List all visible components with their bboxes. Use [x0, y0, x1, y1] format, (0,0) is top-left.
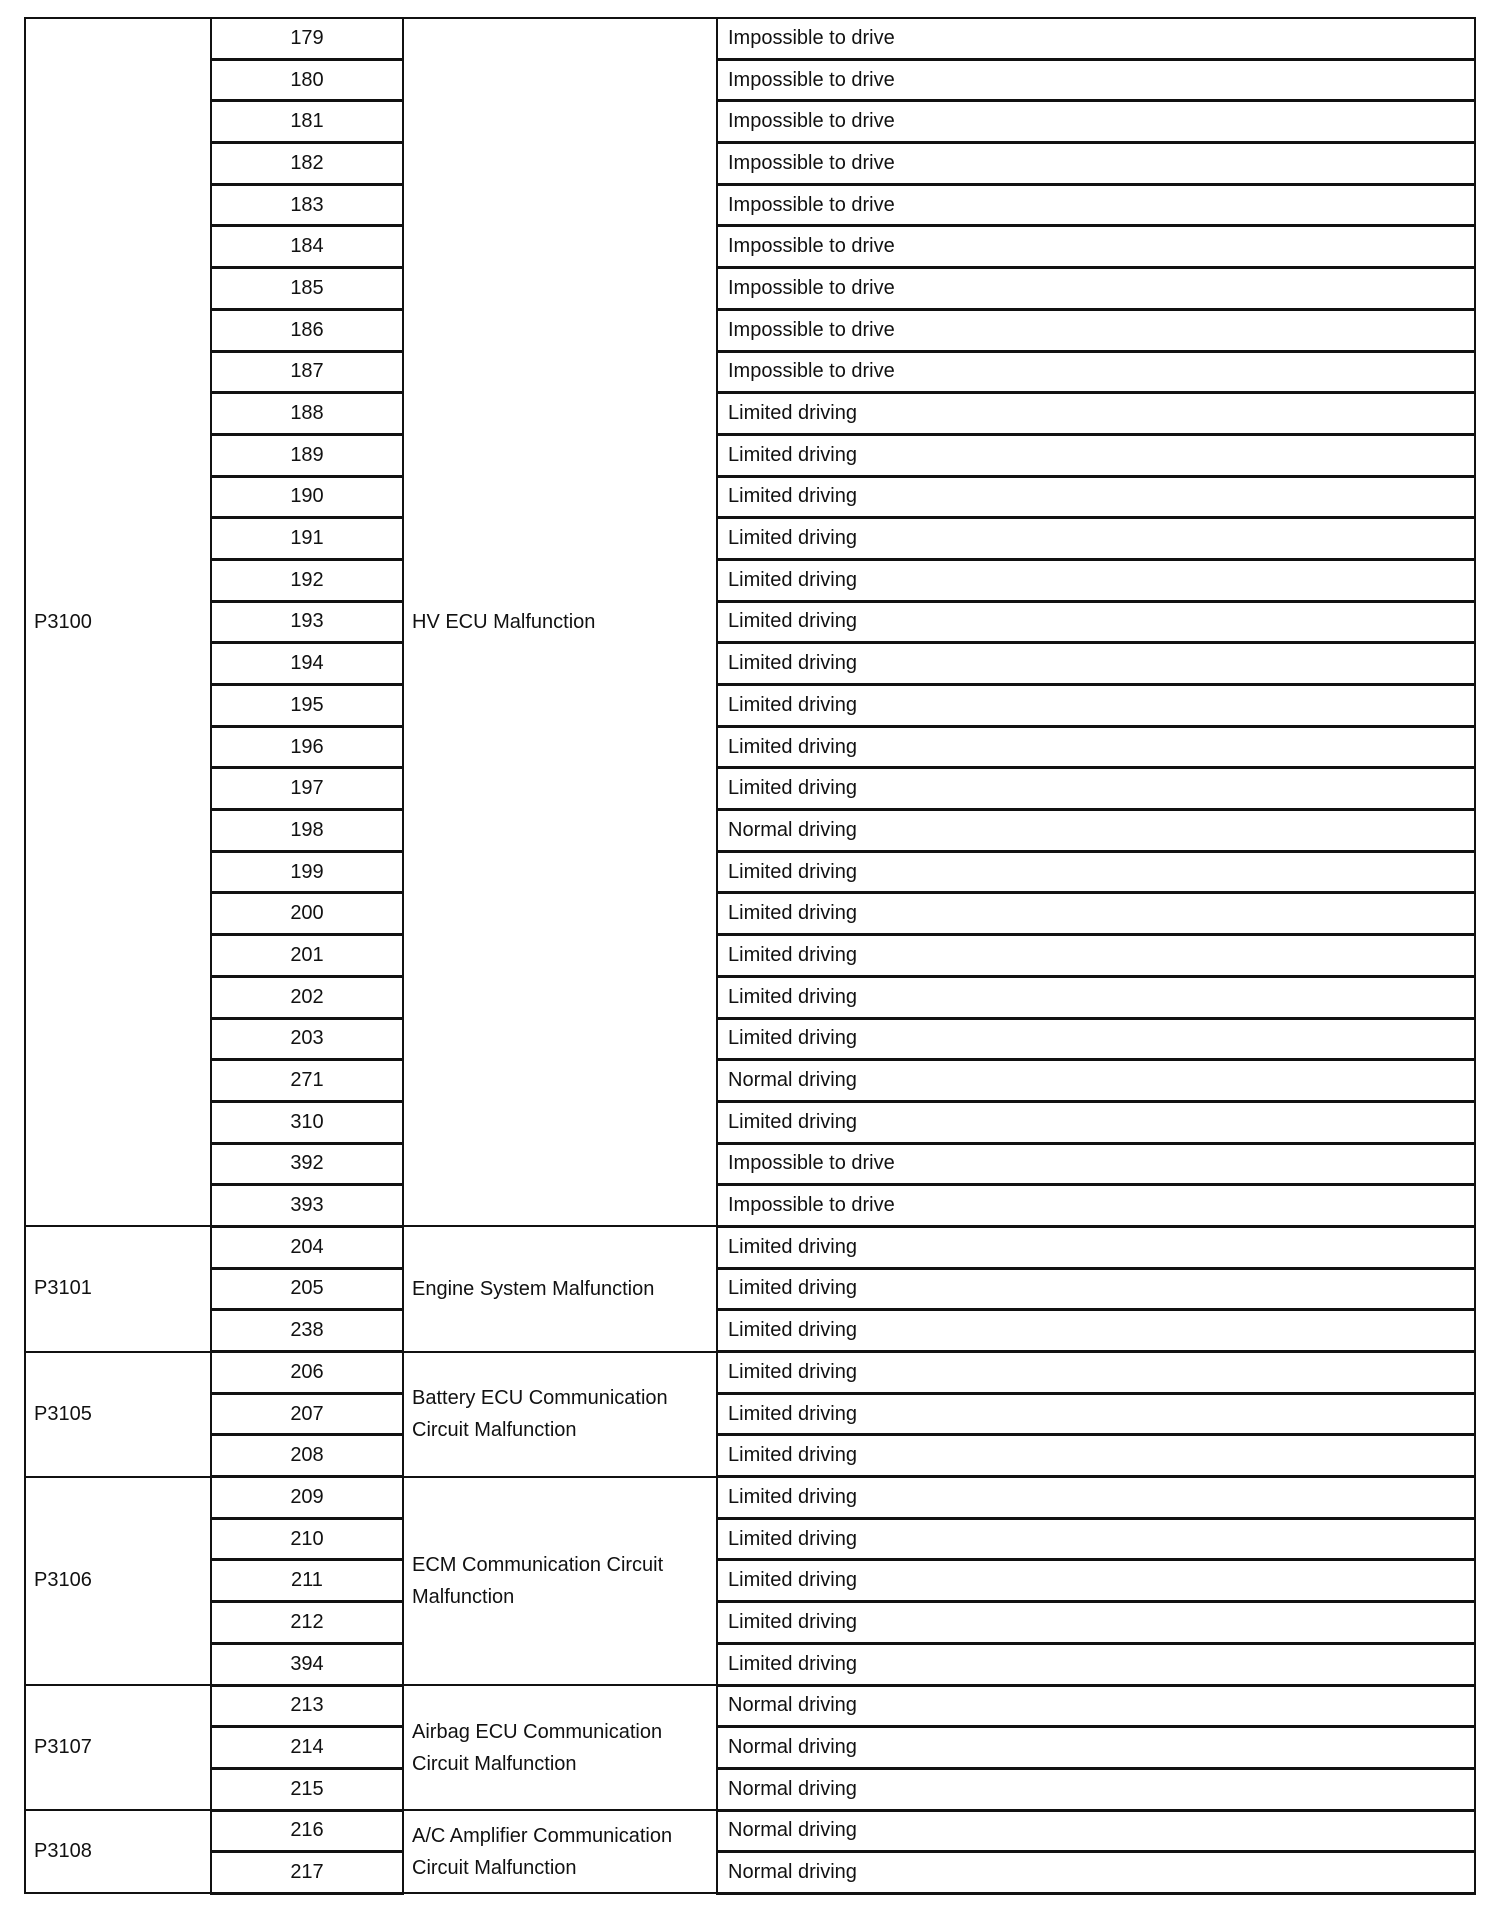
driving-status-cell: Limited driving — [717, 1310, 1475, 1352]
driving-status-cell: Normal driving — [717, 1810, 1475, 1852]
info-code-cell: 208 — [211, 1435, 403, 1477]
dtc-code-cell: P3107 — [25, 1685, 211, 1810]
table-row — [25, 59, 1475, 101]
info-code-cell: 185 — [211, 268, 403, 310]
info-code-cell: 211 — [211, 1560, 403, 1602]
driving-status-cell: Impossible to drive — [717, 59, 1475, 101]
table-row — [25, 101, 1475, 143]
info-code-cell: 181 — [211, 101, 403, 143]
info-code-cell: 214 — [211, 1727, 403, 1769]
table-row — [25, 559, 1475, 601]
info-code-cell: 195 — [211, 685, 403, 727]
info-code-cell: 183 — [211, 184, 403, 226]
driving-status-cell: Limited driving — [717, 935, 1475, 977]
description-cell: ECM Communication Circuit Malfunction — [403, 1477, 717, 1685]
table-row — [25, 601, 1475, 643]
driving-status-cell: Impossible to drive — [717, 101, 1475, 143]
table-row — [25, 518, 1475, 560]
dtc-code-cell: P3100 — [25, 18, 211, 1226]
table-row — [25, 1685, 1475, 1727]
info-code-cell: 199 — [211, 851, 403, 893]
driving-status-cell: Limited driving — [717, 1226, 1475, 1268]
info-code-cell: 205 — [211, 1268, 403, 1310]
driving-status-cell: Limited driving — [717, 434, 1475, 476]
info-code-cell: 216 — [211, 1810, 403, 1852]
table-row — [25, 143, 1475, 185]
info-code-cell: 392 — [211, 1143, 403, 1185]
info-code-cell: 393 — [211, 1185, 403, 1227]
driving-status-cell: Impossible to drive — [717, 268, 1475, 310]
info-code-cell: 207 — [211, 1393, 403, 1435]
description-cell: Airbag ECU Communication Circuit Malfunction — [403, 1685, 717, 1810]
driving-status-cell: Normal driving — [717, 1685, 1475, 1727]
driving-status-cell: Normal driving — [717, 1768, 1475, 1810]
dtc-table — [24, 17, 1476, 1895]
table-row — [25, 935, 1475, 977]
table-row — [25, 1768, 1475, 1810]
info-code-cell: 201 — [211, 935, 403, 977]
driving-status-cell: Limited driving — [717, 1518, 1475, 1560]
dtc-code-cell: P3108 — [25, 1810, 211, 1893]
driving-status-cell: Limited driving — [717, 1018, 1475, 1060]
description-cell: Engine System Malfunction — [403, 1226, 717, 1351]
info-code-cell: 217 — [211, 1852, 403, 1894]
info-code-cell: 215 — [211, 1768, 403, 1810]
table-row — [25, 810, 1475, 852]
table-row — [25, 1226, 1475, 1268]
driving-status-cell: Normal driving — [717, 810, 1475, 852]
description-cell: Battery ECU Communication Circuit Malfunction — [403, 1352, 717, 1477]
info-code-cell: 209 — [211, 1477, 403, 1519]
info-code-cell: 188 — [211, 393, 403, 435]
table-row — [25, 1101, 1475, 1143]
driving-status-cell: Impossible to drive — [717, 143, 1475, 185]
driving-status-cell: Limited driving — [717, 1602, 1475, 1644]
info-code-cell: 179 — [211, 18, 403, 59]
table-row — [25, 1560, 1475, 1602]
table-row — [25, 184, 1475, 226]
driving-status-cell: Impossible to drive — [717, 309, 1475, 351]
driving-status-cell: Normal driving — [717, 1060, 1475, 1102]
driving-status-cell: Impossible to drive — [717, 184, 1475, 226]
driving-status-cell: Impossible to drive — [717, 226, 1475, 268]
dtc-code-cell: P3101 — [25, 1226, 211, 1351]
table-row — [25, 1352, 1475, 1394]
driving-status-cell: Limited driving — [717, 1560, 1475, 1602]
info-code-cell: 394 — [211, 1643, 403, 1685]
driving-status-cell: Limited driving — [717, 685, 1475, 727]
info-code-cell: 184 — [211, 226, 403, 268]
info-code-cell: 192 — [211, 559, 403, 601]
driving-status-cell: Limited driving — [717, 643, 1475, 685]
table-row — [25, 1810, 1475, 1852]
info-code-cell: 196 — [211, 726, 403, 768]
info-code-cell: 200 — [211, 893, 403, 935]
info-code-cell: 204 — [211, 1226, 403, 1268]
info-code-cell: 210 — [211, 1518, 403, 1560]
table-row — [25, 18, 1475, 59]
table-row — [25, 268, 1475, 310]
table-row — [25, 643, 1475, 685]
table-row — [25, 1643, 1475, 1685]
driving-status-cell: Limited driving — [717, 1477, 1475, 1519]
dtc-code-cell: P3105 — [25, 1352, 211, 1477]
info-code-cell: 180 — [211, 59, 403, 101]
table-row — [25, 393, 1475, 435]
driving-status-cell: Limited driving — [717, 393, 1475, 435]
info-code-cell: 182 — [211, 143, 403, 185]
driving-status-cell: Limited driving — [717, 1101, 1475, 1143]
driving-status-cell: Limited driving — [717, 1393, 1475, 1435]
table-row — [25, 309, 1475, 351]
description-cell: HV ECU Malfunction — [403, 18, 717, 1226]
driving-status-cell: Limited driving — [717, 476, 1475, 518]
table-row — [25, 1393, 1475, 1435]
table-row — [25, 893, 1475, 935]
table-row — [25, 476, 1475, 518]
info-code-cell: 202 — [211, 976, 403, 1018]
table-row — [25, 226, 1475, 268]
driving-status-cell: Limited driving — [717, 601, 1475, 643]
table-row — [25, 1477, 1475, 1519]
info-code-cell: 212 — [211, 1602, 403, 1644]
info-code-cell: 271 — [211, 1060, 403, 1102]
driving-status-cell: Impossible to drive — [717, 1143, 1475, 1185]
table-row — [25, 1518, 1475, 1560]
driving-status-cell: Limited driving — [717, 976, 1475, 1018]
driving-status-cell: Limited driving — [717, 893, 1475, 935]
table-row — [25, 351, 1475, 393]
info-code-cell: 198 — [211, 810, 403, 852]
table-row — [25, 1727, 1475, 1769]
info-code-cell: 189 — [211, 434, 403, 476]
info-code-cell: 206 — [211, 1352, 403, 1394]
info-code-cell: 203 — [211, 1018, 403, 1060]
table-row — [25, 851, 1475, 893]
description-cell: A/C Amplifier Communication Circuit Malfunction — [403, 1810, 717, 1893]
info-code-cell: 310 — [211, 1101, 403, 1143]
driving-status-cell: Limited driving — [717, 559, 1475, 601]
driving-status-cell: Impossible to drive — [717, 18, 1475, 59]
info-code-cell: 238 — [211, 1310, 403, 1352]
table-row — [25, 1060, 1475, 1102]
table-row — [25, 1602, 1475, 1644]
table-row — [25, 768, 1475, 810]
info-code-cell: 213 — [211, 1685, 403, 1727]
driving-status-cell: Limited driving — [717, 851, 1475, 893]
table-row — [25, 976, 1475, 1018]
table-row — [25, 726, 1475, 768]
table-row — [25, 1143, 1475, 1185]
driving-status-cell: Limited driving — [717, 768, 1475, 810]
table-row — [25, 1268, 1475, 1310]
driving-status-cell: Normal driving — [717, 1727, 1475, 1769]
table-row — [25, 1185, 1475, 1227]
driving-status-cell: Normal driving — [717, 1852, 1475, 1894]
driving-status-cell: Limited driving — [717, 1643, 1475, 1685]
table-row — [25, 1435, 1475, 1477]
table-row — [25, 1018, 1475, 1060]
info-code-cell: 190 — [211, 476, 403, 518]
info-code-cell: 187 — [211, 351, 403, 393]
driving-status-cell: Impossible to drive — [717, 351, 1475, 393]
info-code-cell: 197 — [211, 768, 403, 810]
driving-status-cell: Impossible to drive — [717, 1185, 1475, 1227]
driving-status-cell: Limited driving — [717, 1435, 1475, 1477]
table-row — [25, 434, 1475, 476]
dtc-table-body — [25, 18, 1475, 1893]
table-row — [25, 1852, 1475, 1894]
driving-status-cell: Limited driving — [717, 1268, 1475, 1310]
driving-status-cell: Limited driving — [717, 726, 1475, 768]
info-code-cell: 186 — [211, 309, 403, 351]
info-code-cell: 191 — [211, 518, 403, 560]
info-code-cell: 194 — [211, 643, 403, 685]
driving-status-cell: Limited driving — [717, 1352, 1475, 1394]
table-row — [25, 685, 1475, 727]
dtc-code-cell: P3106 — [25, 1477, 211, 1685]
driving-status-cell: Limited driving — [717, 518, 1475, 560]
info-code-cell: 193 — [211, 601, 403, 643]
table-row — [25, 1310, 1475, 1352]
